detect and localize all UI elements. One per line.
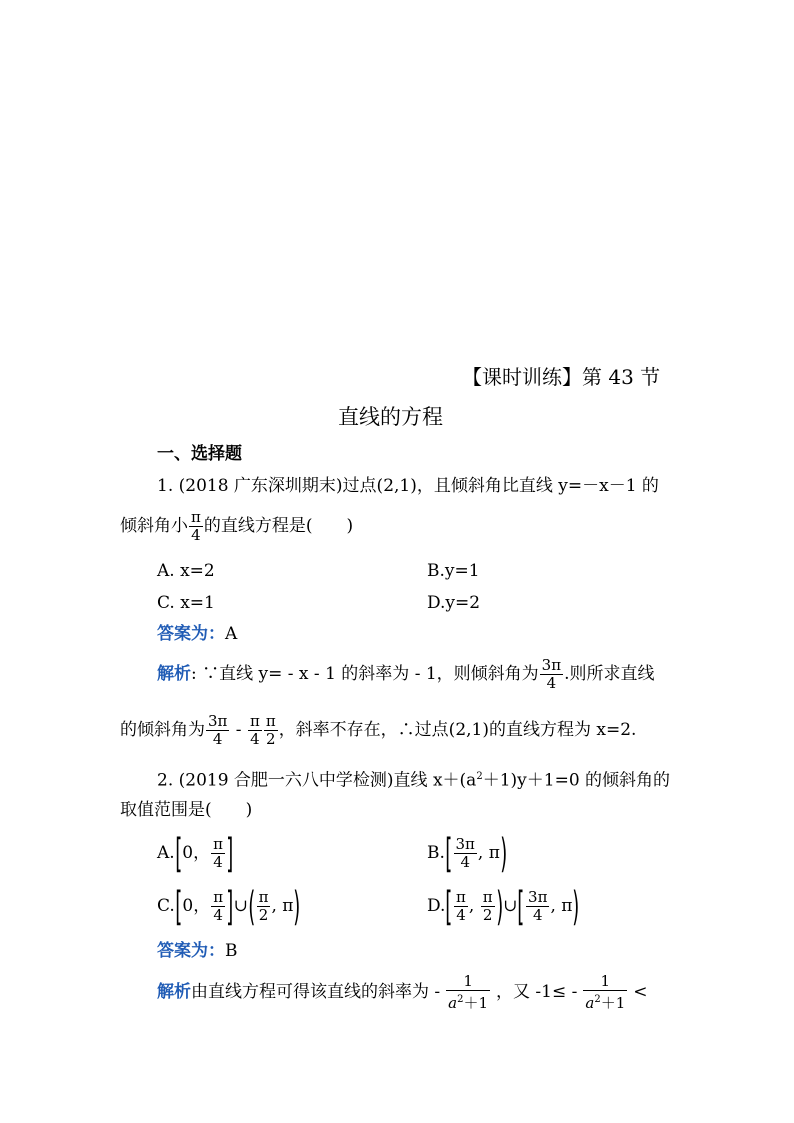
jiexi-mid: ，又 -1≤ - [496,982,578,1002]
q1-option-b: B.y=1 [427,561,480,581]
left-bracket: [ [175,883,183,930]
frac-num: π [456,888,466,906]
answer-label: 答案为： [157,941,225,961]
q2-option-b [427,830,508,877]
frac-den: 4 [213,906,223,924]
frac-num: π [249,712,260,730]
frac-den: 4 [532,906,543,924]
frac-num: π [191,508,201,526]
jiexi-line2-pre: 的倾斜角为 [120,720,205,740]
q1-answer [157,624,237,644]
fraction-pi-4 [248,713,262,748]
frac-num: π [213,888,224,906]
pi-symbol: π [488,843,500,863]
frac-den: 4 [213,853,223,871]
frac-den [583,991,627,1012]
fraction-pi-2 [481,889,495,924]
jiexi-text: 由直线方程可得该直线的斜率为 - [191,982,441,1002]
pi-symbol: π [561,896,573,916]
right-paren: ) [293,883,301,930]
zero: 0， [182,843,211,863]
page-title: 直线的方程 [338,405,443,429]
q1-option-d: D.y=2 [427,593,481,613]
fraction-pi-4 [454,889,468,924]
right-bracket: ] [226,830,234,877]
frac-den: 4 [191,526,201,544]
jiexi-text: : ∵直线 y= - x - 1 的斜率为 - 1，则倾斜角为 [191,664,539,684]
superscript-2: 2 [457,994,464,1005]
frac-den: 4 [546,674,557,692]
right-paren: ) [572,883,580,930]
left-bracket: [ [517,883,525,930]
fraction-3pi-4 [526,889,549,924]
zero: 0， [182,896,211,916]
right-bracket: ] [226,883,234,930]
left-paren: ( [248,883,256,930]
q1-fraction-pi-4 [189,509,203,544]
frac-den: 2 [258,906,269,924]
pi-symbol: π [282,896,294,916]
option-label: C. [157,896,175,916]
frac-den: 2 [482,906,493,924]
frac-num: π [482,888,493,906]
option-label: D. [427,896,446,916]
answer-value: B [225,941,238,961]
q1-option-c: C. x=1 [157,593,215,613]
den-rest: ＋1 [463,994,489,1012]
frac-den: 4 [250,730,260,748]
frac-num: π [258,888,269,906]
q2-line1-post: ＋1)y＋1=0 的倾斜角的 [482,770,671,791]
fraction-pi-2 [264,713,278,748]
q2-option-d [427,883,580,930]
fraction-1-over-a2-plus-1 [446,973,490,1012]
frac-num: 3π [455,835,475,853]
q1-option-a: A. x=2 [157,561,215,581]
fraction-pi-4 [211,836,225,871]
q1-line2-pre: 倾斜角小 [120,516,188,536]
var-a: a [585,994,595,1012]
answer-label: 答案为： [157,624,225,644]
q2-line1 [157,767,670,791]
comma: , [271,896,277,916]
q1-line2-post: 的直线方程是( ) [203,516,354,536]
left-bracket: [ [174,830,183,877]
fraction-3pi-4 [206,713,229,748]
jiexi-label: 解析 [157,664,191,684]
fraction-1-over-a2-plus-1 [583,973,627,1012]
q2-option-c [157,883,301,930]
q1-line1: 1. (2018 广东深圳期末)过点(2,1)，且倾斜角比直线 y=－x－1 的 [157,476,659,496]
jiexi-text-post: .则所求直线 [564,664,655,684]
frac-den: 4 [212,730,223,748]
union-symbol: ∪ [503,896,518,916]
lesson-title: 【课时训练】第 43 节 [462,365,661,389]
q1-line2 [120,508,353,544]
option-label: A. [157,843,175,863]
q2-line2: 取值范围是( ) [120,800,253,820]
frac-num: π [213,835,223,853]
fraction-3pi-4 [454,836,477,871]
q2-jiexi [157,970,648,1014]
right-paren: ) [495,883,503,930]
comma: , [468,896,475,916]
frac-den [446,991,490,1012]
q2-option-a [157,830,234,877]
q2-answer [157,941,238,961]
frac-den: 2 [265,730,276,748]
q1-jiexi-line1 [157,654,654,694]
jiexi-end: < [633,982,648,1002]
superscript-2: 2 [594,994,601,1005]
frac-num: 3π [541,656,562,674]
den-rest: ＋1 [600,994,626,1012]
minus-sign: - [230,720,247,740]
left-bracket: [ [445,830,453,877]
comma: , [550,896,556,916]
answer-value: A [225,624,238,644]
frac-num: 1 [583,973,627,991]
option-label: B. [427,843,445,863]
q1-jiexi-line2 [120,710,636,750]
right-paren: ) [500,830,508,877]
frac-num: 1 [446,973,490,991]
left-bracket: [ [445,883,453,930]
var-a: a [448,994,458,1012]
fraction-3pi-4 [540,657,563,692]
fraction-pi-2 [257,889,271,924]
frac-num: π [265,712,276,730]
section-title: 一、选择题 [157,444,242,464]
frac-den: 4 [456,906,466,924]
superscript-2: 2 [476,771,483,782]
union-symbol: ∪ [233,896,248,916]
frac-num: 3π [528,888,548,906]
jiexi-line2-post: ，斜率不存在，∴过点(2,1)的直线方程为 x=2. [278,720,637,740]
jiexi-label: 解析 [157,982,191,1002]
comma: , [477,843,484,863]
frac-den: 4 [460,853,470,871]
frac-num: 3π [208,712,228,730]
fraction-pi-4 [211,889,225,924]
q2-line1-pre: 2. (2019 合肥一六八中学检测)直线 x＋(a [157,770,477,791]
